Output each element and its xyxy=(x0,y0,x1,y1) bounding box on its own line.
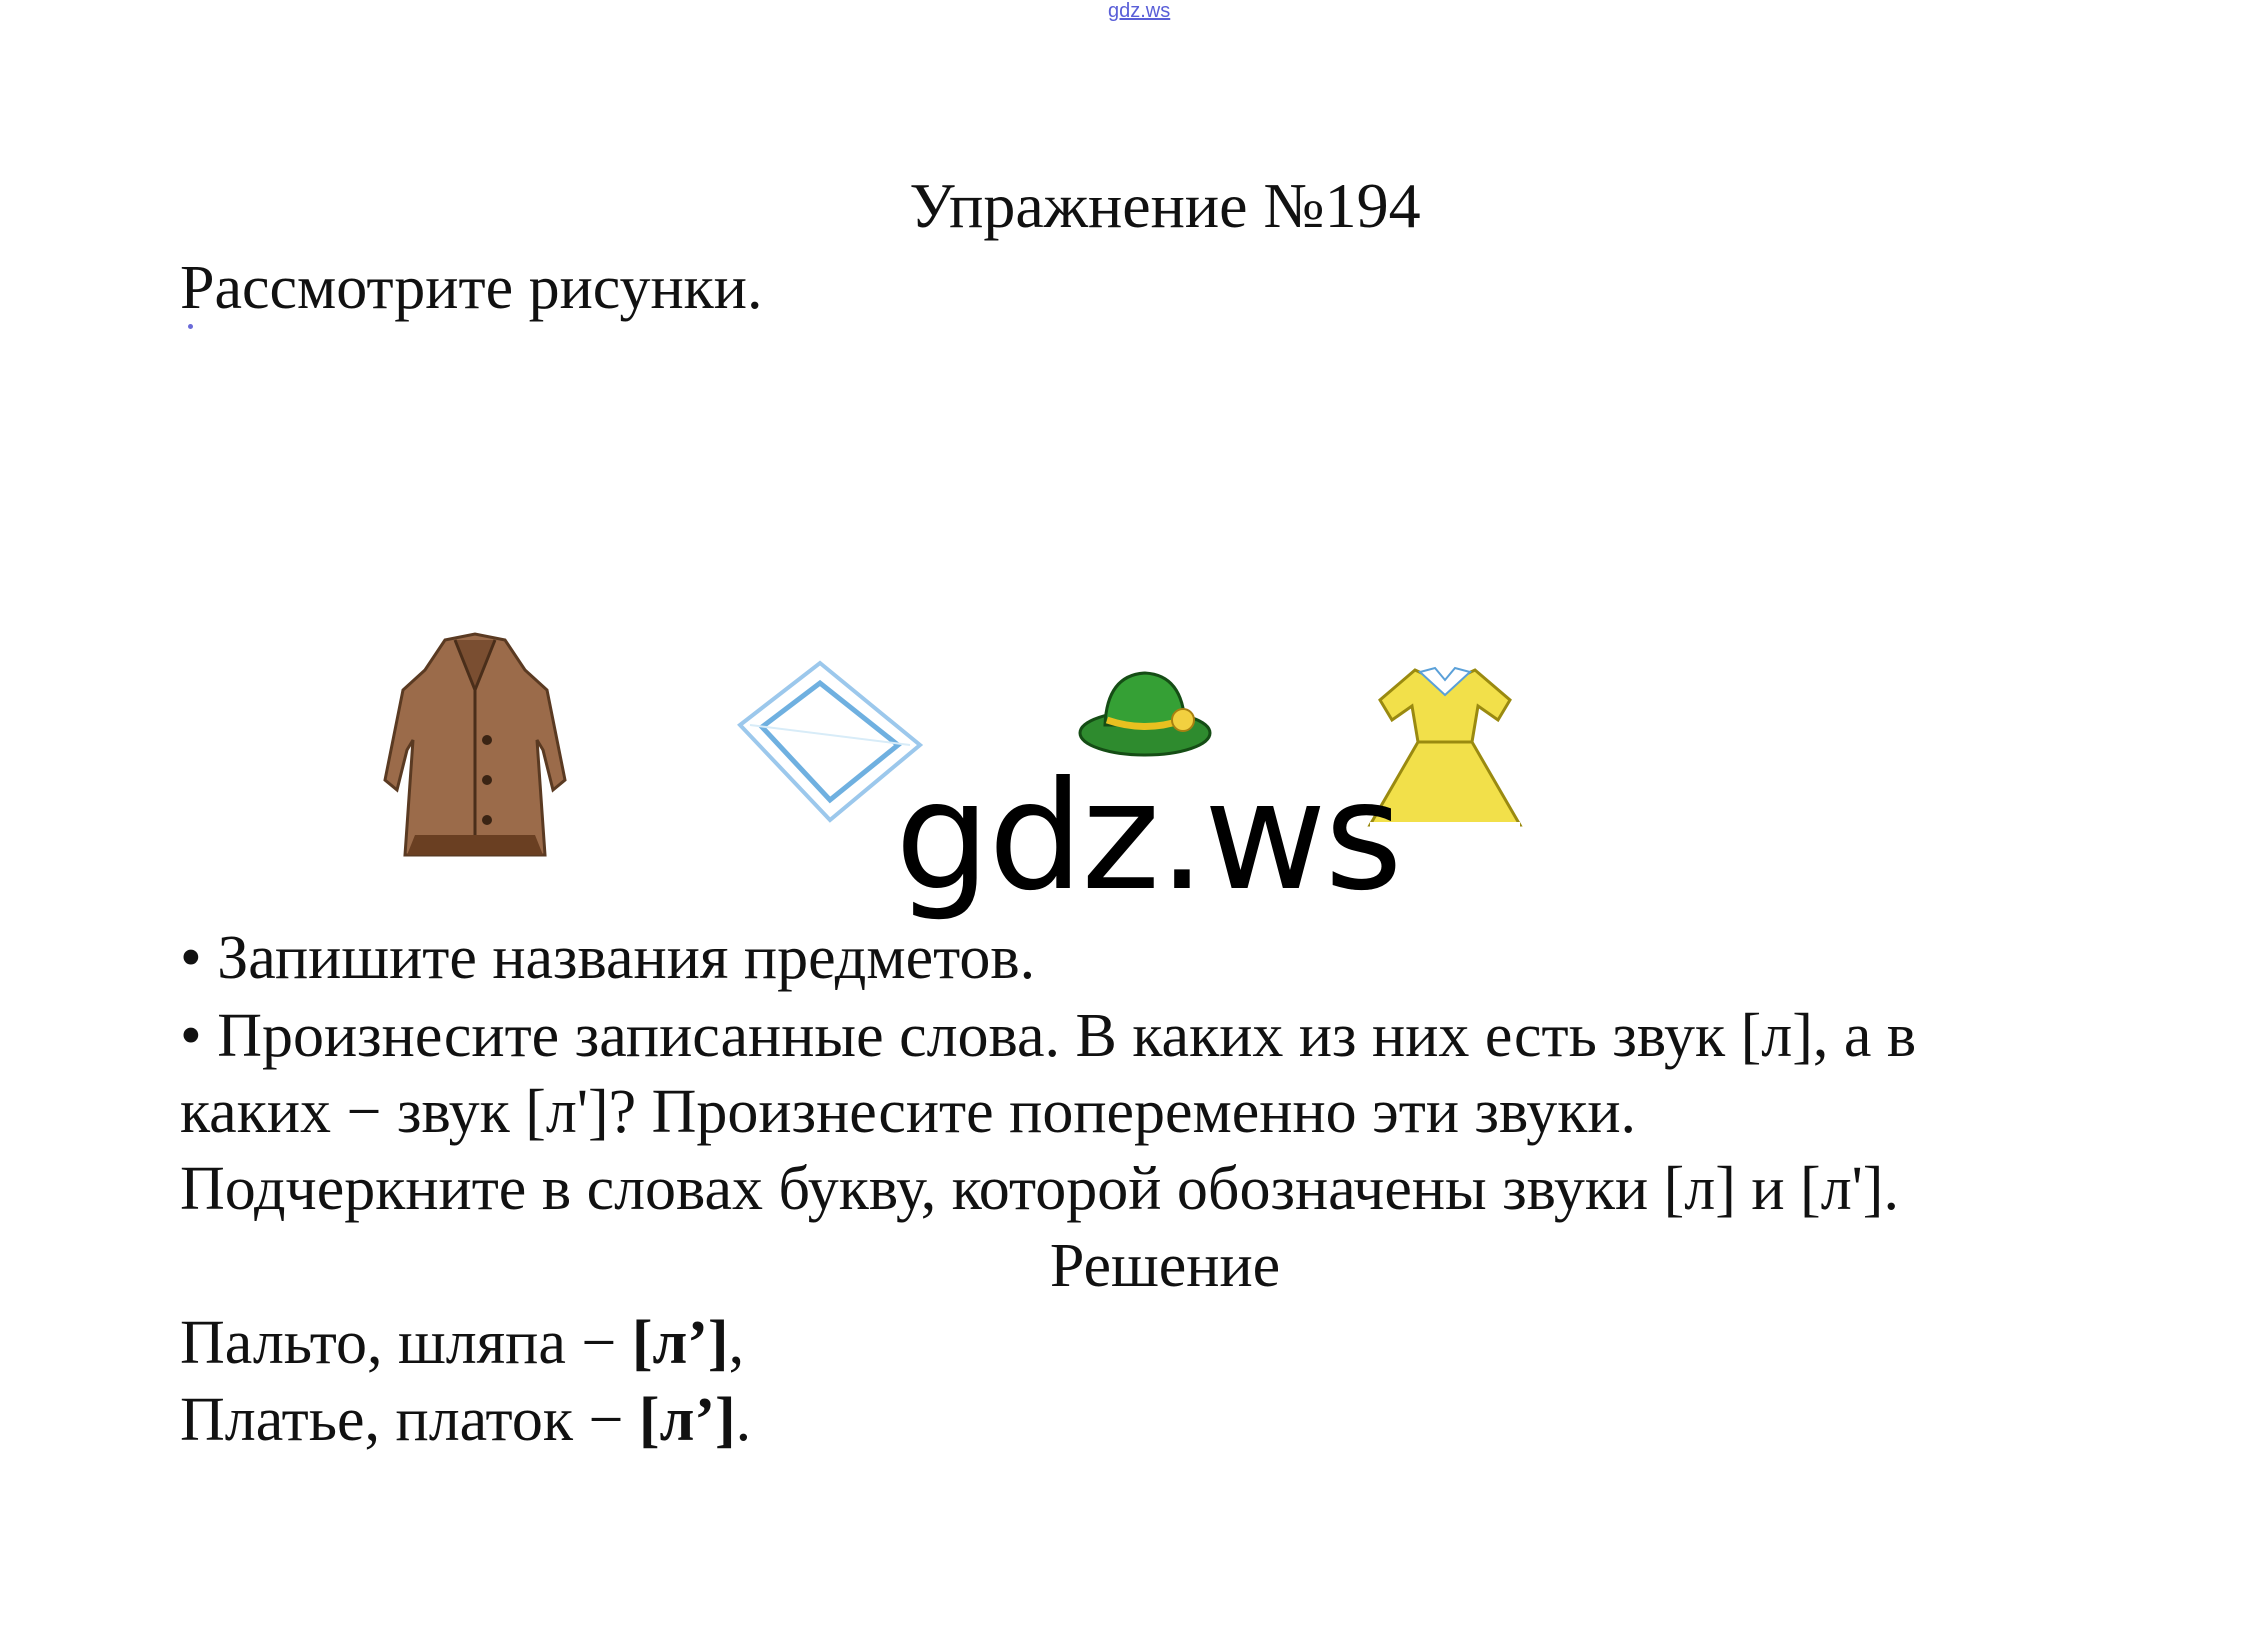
task-line-2: • Произнесите записанные слова. В каких из них есть звук [л], а в xyxy=(180,1002,1917,1070)
watermark-text: gdz.ws xyxy=(895,750,1401,924)
task-line-3: каких − звук [л']? Произнесите попеременно эти звуки. xyxy=(180,1078,1637,1146)
solution-row-1 xyxy=(180,1305,744,1381)
task-line-4: Подчеркните в словах букву, которой обозначены звуки [л] и [л']. xyxy=(180,1155,1899,1223)
coat-icon xyxy=(375,630,575,865)
exercise-title: Упражнение №194 xyxy=(909,170,1421,241)
solution-row-1-text: Пальто, шляпа − xyxy=(180,1309,632,1377)
stray-dot xyxy=(188,324,193,329)
solution-row-2-text: Платье, платок − xyxy=(180,1386,639,1454)
solution-row-1-end: , xyxy=(728,1309,745,1377)
solution-row-2 xyxy=(180,1382,751,1458)
solution-row-2-sound: [л’] xyxy=(638,1386,736,1454)
solution-row-2-end: . xyxy=(735,1386,752,1454)
solution-heading: Решение xyxy=(1049,1232,1281,1300)
solution-row-1-sound: [л’] xyxy=(631,1309,729,1377)
intro-text: Рассмотрите рисунки. xyxy=(180,254,763,322)
site-mark-link[interactable]: gdz.ws xyxy=(1108,0,1171,22)
task-line-1: • Запишите названия предметов. xyxy=(180,924,1036,992)
